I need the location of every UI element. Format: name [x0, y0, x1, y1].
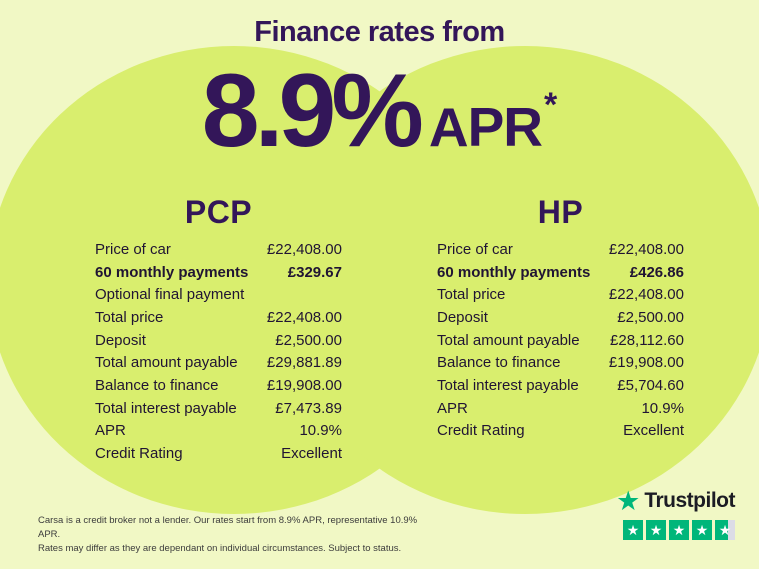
- row-value: £5,704.60: [617, 376, 684, 394]
- pcp-title: PCP: [184, 194, 253, 230]
- row-value: £29,881.89: [266, 354, 342, 372]
- row-label: 60 monthly payments: [95, 263, 249, 281]
- row-label: Balance to finance: [437, 354, 561, 372]
- rating-star: ★: [715, 520, 735, 540]
- row-label: Price of car: [437, 240, 513, 258]
- row-label: Optional final payment: [95, 286, 245, 304]
- table-row: [437, 374, 684, 397]
- rate-asterisk: *: [543, 86, 558, 124]
- rating-star: ★: [692, 520, 712, 540]
- pcp-rows: [95, 238, 342, 465]
- row-value: £28,112.60: [610, 331, 684, 349]
- table-row: [437, 306, 684, 329]
- row-label: Price of car: [95, 240, 171, 258]
- row-label: APR: [437, 399, 468, 417]
- row-label: 60 monthly payments: [437, 263, 591, 281]
- trustpilot-logo: [616, 488, 735, 514]
- table-row: [95, 374, 342, 397]
- row-value: £19,908.00: [608, 354, 684, 372]
- disclaimer-line-1: Carsa is a credit broker not a lender. Our rates start from 8.9% APR, representative 10.9% APR.: [38, 515, 418, 540]
- row-label: APR: [95, 422, 126, 440]
- row-label: Total interest payable: [95, 399, 237, 417]
- pcp-table: [95, 196, 342, 465]
- row-value: £329.67: [287, 263, 342, 281]
- disclaimer-text: [38, 514, 438, 556]
- rating-star: ★: [623, 520, 643, 540]
- table-row: [437, 329, 684, 352]
- row-value: £7,473.89: [275, 399, 342, 417]
- table-row: [437, 420, 684, 443]
- table-row: [95, 329, 342, 352]
- table-row: [437, 397, 684, 420]
- hp-table: [437, 196, 684, 442]
- row-value: £426.86: [629, 263, 684, 281]
- table-row: [95, 442, 342, 465]
- table-row: [95, 238, 342, 261]
- row-label: Credit Rating: [437, 422, 525, 440]
- rating-star: ★: [669, 520, 689, 540]
- row-value: £2,500.00: [617, 308, 684, 326]
- rating-star: ★: [646, 520, 666, 540]
- row-label: Deposit: [95, 331, 146, 349]
- disclaimer-line-2: Rates may differ as they are dependant on individual circumstances. Subject to status.: [38, 543, 402, 554]
- table-row: [437, 283, 684, 306]
- row-label: Balance to finance: [95, 376, 219, 394]
- row-value: £22,408.00: [266, 308, 342, 326]
- table-row: [437, 261, 684, 284]
- hp-title: HP: [537, 194, 584, 230]
- row-value: £22,408.00: [266, 240, 342, 258]
- row-value: Excellent: [281, 445, 342, 463]
- trustpilot-brand-text: Trustpilot: [644, 489, 735, 512]
- table-row: [95, 261, 342, 284]
- trustpilot-rating-stars: [623, 520, 735, 540]
- row-label: Total price: [95, 308, 164, 326]
- row-value: 10.9%: [641, 399, 684, 417]
- row-label: Credit Rating: [95, 445, 183, 463]
- trustpilot-widget: [616, 488, 735, 540]
- banner-title: Finance rates from: [254, 16, 505, 48]
- row-label: Deposit: [437, 308, 488, 326]
- table-row: [95, 397, 342, 420]
- row-value: 10.9%: [299, 422, 342, 440]
- table-row: [437, 351, 684, 374]
- row-label: Total price: [437, 286, 506, 304]
- trustpilot-star-icon: ★: [616, 486, 641, 516]
- table-row: [95, 306, 342, 329]
- row-value: £19,908.00: [266, 376, 342, 394]
- table-row: [437, 238, 684, 261]
- hp-rows: [437, 238, 684, 442]
- row-label: Total amount payable: [437, 331, 580, 349]
- rate-value: 8.9%: [201, 53, 419, 169]
- row-label: Total amount payable: [95, 354, 238, 372]
- table-row: [95, 351, 342, 374]
- apr-label: APR: [428, 96, 542, 158]
- row-value: £22,408.00: [608, 240, 684, 258]
- table-row: [95, 283, 342, 306]
- row-value: £22,408.00: [608, 286, 684, 304]
- row-label: Total interest payable: [437, 376, 579, 394]
- table-row: [95, 420, 342, 443]
- headline-rate: [0, 53, 759, 169]
- row-value: Excellent: [623, 422, 684, 440]
- row-value: £2,500.00: [275, 331, 342, 349]
